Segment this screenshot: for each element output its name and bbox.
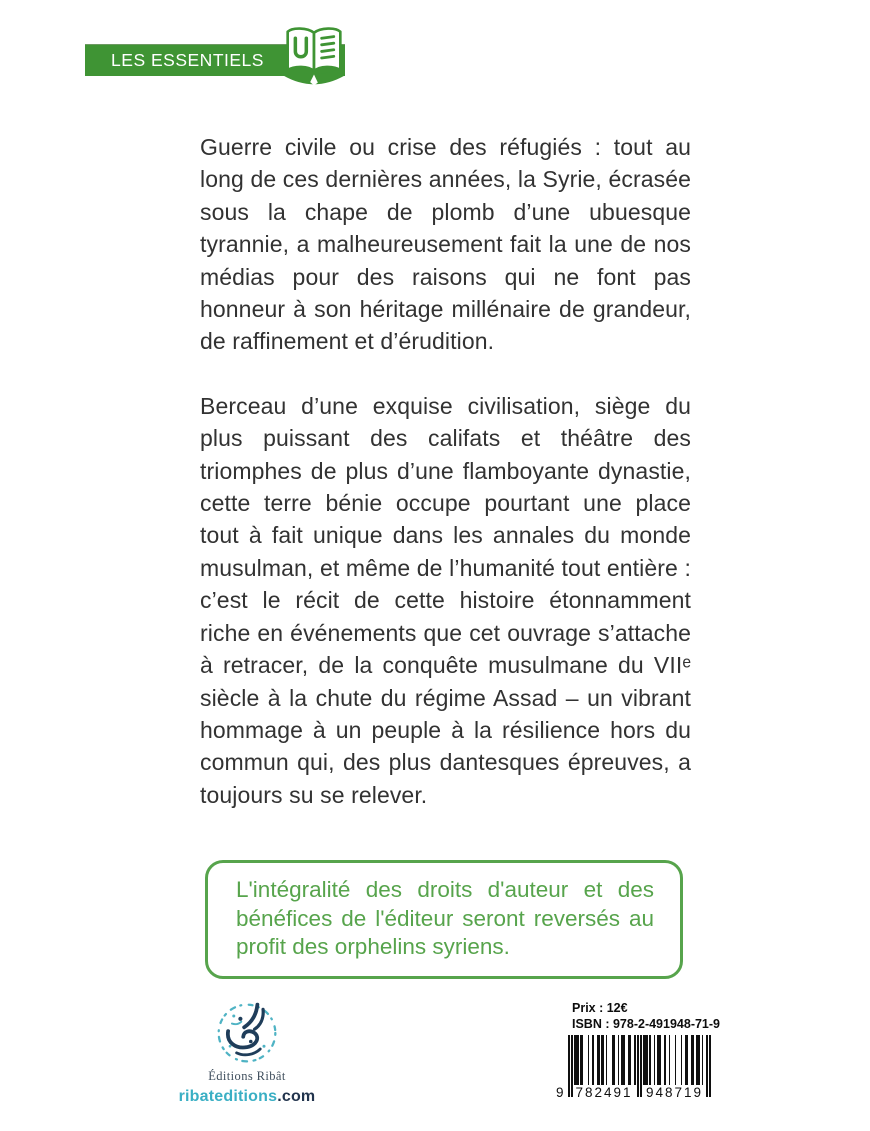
- barcode-bar: [702, 1035, 704, 1085]
- barcode-bar: [675, 1035, 677, 1085]
- barcode-bar: [582, 1035, 584, 1085]
- barcode-bar: [598, 1035, 600, 1085]
- barcode-bar: [654, 1035, 656, 1085]
- barcode-bar: [630, 1035, 632, 1085]
- blurb-paragraph-1: Guerre civile ou crise des réfugiés : tout au long de ces dernières années, la Syrie, écrasée sous la chape de plomb d’une ubuesque tyrannie, a malheureusement fait la une de nos médias pour des raisons qui ne font pas honneur à son héritage millénaire de grandeur, de raffinement et d’érudition.: [200, 134, 691, 355]
- barcode-bar: [624, 1035, 626, 1085]
- publisher-name: Éditions Ribât: [208, 1069, 286, 1083]
- ean-left-group: 782491: [573, 1085, 636, 1100]
- charity-notice-box: [205, 860, 683, 979]
- barcode-bar: [618, 1035, 620, 1085]
- collection-badge-label: LES ESSENTIELS: [111, 50, 264, 70]
- isbn-label: ISBN : 978-2-491948-71-9: [572, 1017, 720, 1031]
- barcode-bar: [588, 1035, 590, 1085]
- barcode-bar: [637, 1035, 639, 1097]
- barcode-bar: [577, 1035, 579, 1085]
- barcode-bar: [660, 1035, 662, 1085]
- barcode-bar: [571, 1035, 573, 1097]
- barcode-bar: [687, 1035, 689, 1085]
- barcode-bar: [592, 1035, 594, 1085]
- back-cover-blurb: [200, 131, 691, 843]
- barcode-bar: [568, 1035, 570, 1097]
- barcode-bar: [693, 1035, 695, 1085]
- barcode-bar: [634, 1035, 636, 1085]
- price-isbn-block: [556, 1000, 720, 1100]
- charity-notice-text: L'intégralité des droits d'auteur et des bénéfices de l'éditeur seront reversés au profit des orphelins syriens.: [236, 877, 654, 959]
- barcode-bar: [681, 1035, 683, 1085]
- ean-right-group: 948719: [643, 1085, 706, 1100]
- barcode-bar: [706, 1035, 708, 1097]
- barcode-bar: [606, 1035, 608, 1085]
- publisher-calligraphy-logo-icon: [213, 999, 281, 1067]
- publisher-website-suffix: .com: [277, 1088, 316, 1105]
- barcode-bar: [669, 1035, 671, 1085]
- barcode-bar: [603, 1035, 605, 1085]
- publisher-block: [162, 999, 332, 1106]
- barcode-bar: [649, 1035, 651, 1085]
- barcode-bar: [640, 1035, 642, 1097]
- price-label: Prix : 12€: [572, 1001, 628, 1015]
- ean13-barcode: [556, 1035, 711, 1100]
- open-book-icon: [281, 24, 347, 92]
- publisher-website-main: ribateditions: [178, 1088, 278, 1105]
- barcode-bar: [646, 1035, 648, 1085]
- blurb-paragraph-2: Berceau d’une exquise civilisation, siège du plus puissant des califats et théâtre des triomphes de plus d’une flamboyante dynastie, cette terre bénie occupe pourtant une place tout à fait unique dans les annales du monde musulman, et même de l’humanité tout entière : c’est le récit de cette histoire étonnamment riche en événements que cet ouvrage s’attache à retracer, de la conquête musulmane du VIIᵉ siècle à la chute du régime Assad – un vibrant hommage à un peuple à la résilience hors du commun qui, des plus dantesques épreuves, a toujours su se relever.: [200, 392, 691, 808]
- ean-first-digit: 9: [556, 1085, 564, 1100]
- barcode-bar: [613, 1035, 615, 1085]
- barcode-bar: [664, 1035, 666, 1085]
- publisher-website: [179, 1088, 316, 1105]
- barcode-bar: [709, 1035, 711, 1097]
- barcode-bar: [699, 1035, 701, 1085]
